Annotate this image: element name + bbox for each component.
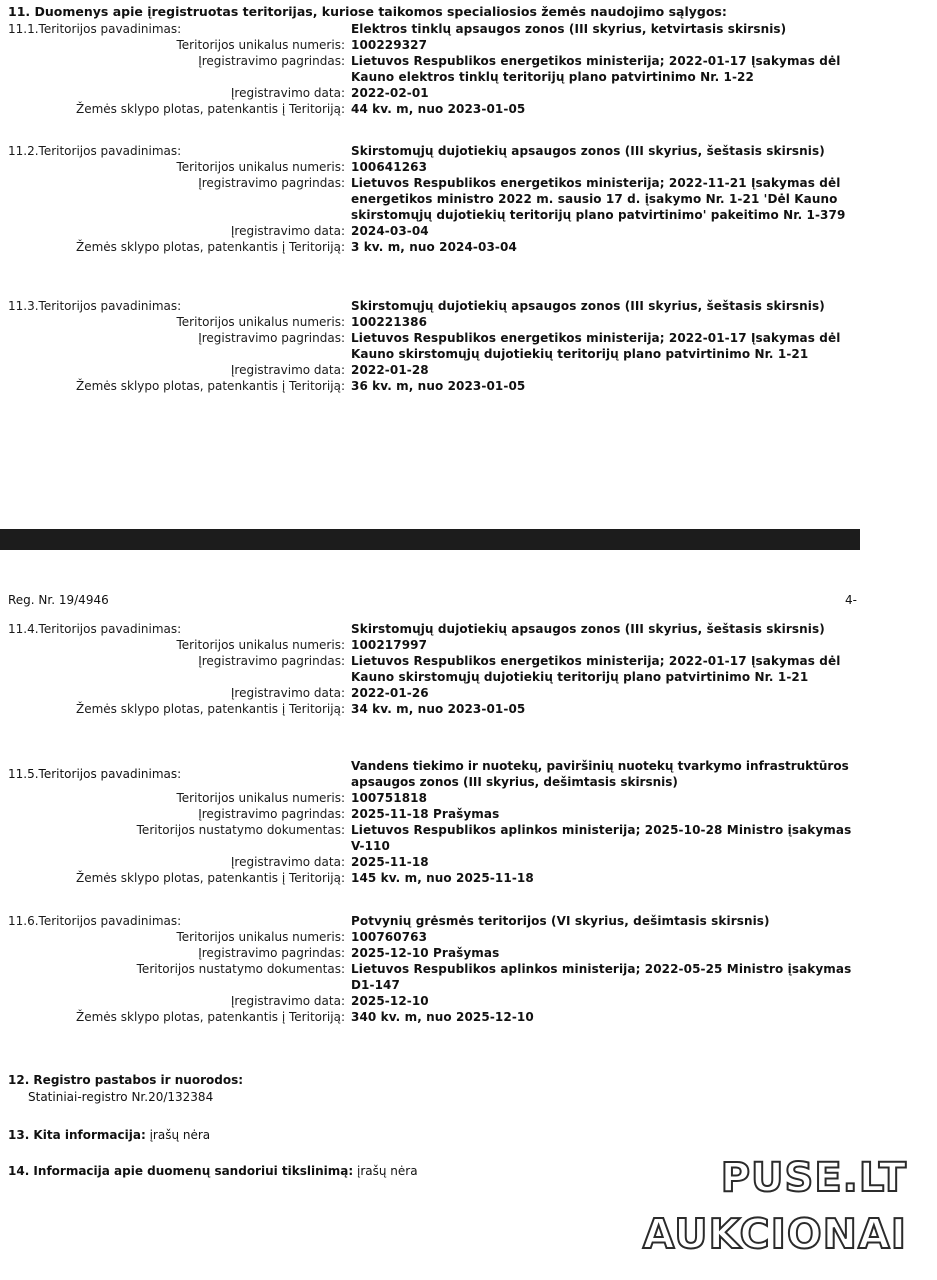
plot-area-label: Žemės sklypo plotas, patenkantis į Teritoriją: — [76, 379, 345, 393]
registration-date: 2025-12-10 — [351, 994, 429, 1008]
territory-name: Skirstomųjų dujotiekių apsaugos zonos (III skyrius, šeštasis skirsnis) — [351, 144, 825, 158]
unique-number-label: Teritorijos unikalus numeris: — [176, 930, 345, 944]
page-break-divider — [0, 529, 860, 550]
registration-basis: Lietuvos Respublikos energetikos ministerija; 2022-01-17 Įsakymas dėl Kauno elektros tinklų teritorijų plano patvirtinimo Nr. 1-22 — [351, 54, 841, 84]
unique-number: 100221386 — [351, 315, 428, 329]
territory-record-11-2 — [0, 143, 860, 255]
territory-record-11-4 — [0, 621, 860, 717]
registration-date: 2022-01-28 — [351, 363, 429, 377]
section-13 — [8, 1128, 210, 1142]
watermark-line-1: PUSE.LT — [720, 1155, 907, 1201]
territory-name: Skirstomųjų dujotiekių apsaugos zonos (III skyrius, šeštasis skirsnis) — [351, 622, 825, 636]
section-14-heading: 14. Informacija apie duomenų sandoriui tikslinimą: — [8, 1164, 354, 1178]
unique-number-label: Teritorijos unikalus numeris: — [176, 160, 345, 174]
registration-date: 2025-11-18 — [351, 855, 429, 869]
plot-area-label: Žemės sklypo plotas, patenkantis į Teritoriją: — [76, 102, 345, 116]
unique-number: 100641263 — [351, 160, 428, 174]
plot-area-label: Žemės sklypo plotas, patenkantis į Teritoriją: — [76, 871, 345, 885]
establishing-document-label: Teritorijos nustatymo dokumentas: — [136, 962, 345, 976]
registration-date: 2022-01-26 — [351, 686, 429, 700]
section-12 — [8, 1073, 243, 1087]
unique-number: 100229327 — [351, 38, 428, 52]
section-13-heading: 13. Kita informacija: — [8, 1128, 146, 1142]
registration-date: 2022-02-01 — [351, 86, 429, 100]
territory-name-label: 11.2.Teritorijos pavadinimas: — [8, 144, 182, 158]
unique-number-label: Teritorijos unikalus numeris: — [176, 315, 345, 329]
registration-basis: 2025-12-10 Prašymas — [351, 946, 500, 960]
territory-name: Skirstomųjų dujotiekių apsaugos zonos (III skyrius, šeštasis skirsnis) — [351, 299, 825, 313]
plot-area: 36 kv. m, nuo 2023-01-05 — [351, 379, 526, 393]
page-number: 4- — [845, 593, 857, 607]
registration-date-label: Įregistravimo data: — [230, 855, 345, 869]
unique-number: 100760763 — [351, 930, 428, 944]
unique-number: 100751818 — [351, 791, 428, 805]
establishing-document: Lietuvos Respublikos aplinkos ministerija; 2022-05-25 Ministro įsakymas D1-147 — [351, 962, 852, 992]
unique-number: 100217997 — [351, 638, 428, 652]
registration-basis-label: Įregistravimo pagrindas: — [198, 946, 345, 960]
territory-record-11-5 — [0, 758, 860, 886]
establishing-document-label: Teritorijos nustatymo dokumentas: — [136, 823, 345, 837]
section-13-text: įrašų nėra — [149, 1128, 211, 1142]
registration-number-footer: Reg. Nr. 19/4946 — [8, 593, 109, 607]
plot-area-label: Žemės sklypo plotas, patenkantis į Teritoriją: — [76, 702, 345, 716]
registration-date-label: Įregistravimo data: — [230, 86, 345, 100]
plot-area-label: Žemės sklypo plotas, patenkantis į Teritoriją: — [76, 240, 345, 254]
section-12-text: Statiniai-registro Nr.20/132384 — [28, 1090, 214, 1104]
plot-area-label: Žemės sklypo plotas, patenkantis į Teritoriją: — [76, 1010, 345, 1024]
territory-record-11-3 — [0, 298, 860, 394]
territory-name-label: 11.6.Teritorijos pavadinimas: — [8, 914, 182, 928]
territory-name-label: 11.3.Teritorijos pavadinimas: — [8, 299, 182, 313]
registration-basis: 2025-11-18 Prašymas — [351, 807, 500, 821]
registration-basis: Lietuvos Respublikos energetikos ministerija; 2022-01-17 Įsakymas dėl Kauno skirstomųjų dujotiekių teritorijų plano patvirtinimo Nr. 1-21 — [351, 331, 841, 361]
registration-basis-label: Įregistravimo pagrindas: — [198, 654, 345, 668]
registration-basis-label: Įregistravimo pagrindas: — [198, 331, 345, 345]
territory-name: Potvynių grėsmės teritorijos (VI skyrius, dešimtasis skirsnis) — [351, 914, 770, 928]
unique-number-label: Teritorijos unikalus numeris: — [176, 38, 345, 52]
registration-date-label: Įregistravimo data: — [230, 686, 345, 700]
unique-number-label: Teritorijos unikalus numeris: — [176, 638, 345, 652]
territory-name: Elektros tinklų apsaugos zonos (III skyrius, ketvirtasis skirsnis) — [351, 22, 787, 36]
registration-date-label: Įregistravimo data: — [230, 994, 345, 1008]
unique-number-label: Teritorijos unikalus numeris: — [176, 791, 345, 805]
territory-name: Vandens tiekimo ir nuotekų, paviršinių nuotekų tvarkymo infrastruktūros apsaugos zonos (III skyrius, dešimtasis skirsnis) — [351, 759, 849, 789]
section-14-text: įrašų nėra — [357, 1164, 418, 1178]
territory-record-11-6 — [0, 913, 860, 1025]
plot-area: 145 kv. m, nuo 2025-11-18 — [351, 871, 534, 885]
registration-basis: Lietuvos Respublikos energetikos ministerija; 2022-11-21 Įsakymas dėl energetikos ministro 2022 m. sausio 17 d. įsakymo Nr. 1-21 'Dėl Kauno skirstomųjų dujotiekių teritorijų plano patvirtinimo' pakeitimo Nr. 1-379 — [351, 176, 846, 222]
plot-area: 3 kv. m, nuo 2024-03-04 — [351, 240, 517, 254]
territory-name-label: 11.1.Teritorijos pavadinimas: — [8, 22, 182, 36]
plot-area: 34 kv. m, nuo 2023-01-05 — [351, 702, 526, 716]
territory-name-label: 11.5.Teritorijos pavadinimas: — [8, 767, 182, 781]
plot-area: 44 kv. m, nuo 2023-01-05 — [351, 102, 526, 116]
registration-date-label: Įregistravimo data: — [230, 363, 345, 377]
plot-area: 340 kv. m, nuo 2025-12-10 — [351, 1010, 534, 1024]
section-14 — [8, 1164, 418, 1178]
establishing-document: Lietuvos Respublikos aplinkos ministerija; 2025-10-28 Ministro įsakymas V-110 — [351, 823, 852, 853]
watermark-line-2: AUKCIONAI — [642, 1210, 907, 1258]
registration-date-label: Įregistravimo data: — [230, 224, 345, 238]
registration-basis-label: Įregistravimo pagrindas: — [198, 54, 345, 68]
registration-date: 2024-03-04 — [351, 224, 429, 238]
section-12-heading: 12. Registro pastabos ir nuorodos: — [8, 1073, 244, 1087]
territory-record-11-1 — [0, 21, 860, 117]
territory-name-label: 11.4.Teritorijos pavadinimas: — [8, 622, 182, 636]
registration-basis: Lietuvos Respublikos energetikos ministerija; 2022-01-17 Įsakymas dėl Kauno skirstomųjų dujotiekių teritorijų plano patvirtinimo Nr. 1-21 — [351, 654, 841, 684]
registration-basis-label: Įregistravimo pagrindas: — [198, 176, 345, 190]
section-11-heading: 11. Duomenys apie įregistruotas teritorijas, kuriose taikomos specialiosios žemės naudojimo sąlygos: — [8, 4, 727, 19]
registration-basis-label: Įregistravimo pagrindas: — [198, 807, 345, 821]
